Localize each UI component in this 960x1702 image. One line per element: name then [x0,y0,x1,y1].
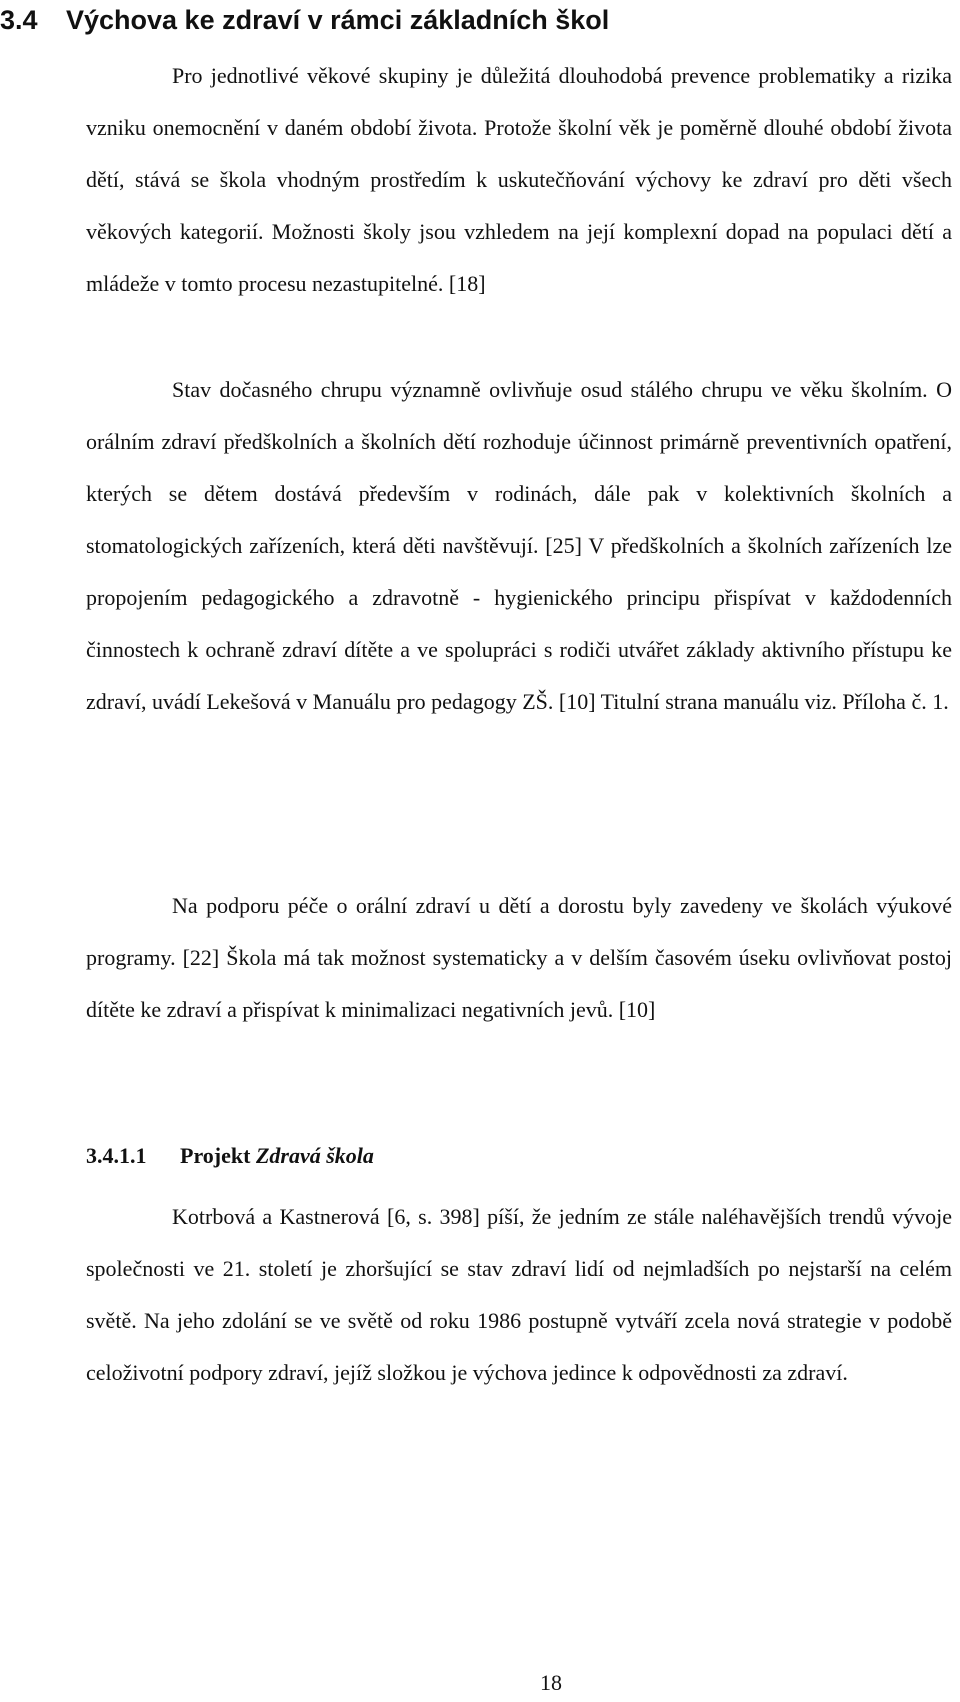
paragraph-dental-health: Stav dočasného chrupu významně ovlivňuje osud stálého chrupu ve věku školním. O orálním zdraví předškolních a školních dětí rozhoduje účinnost primárně preventivních opatření, kterých se dětem dostává především v rodinách, dále pak v kolektivních školních a stomatologických zařízeních, která děti navštěvují. [25] V předškolních a školních zařízeních lze propojením pedagogického a zdravotně - hygienického principu přispívat v každodenních činnostech k ochraně zdraví dítěte a ve spolupráci s rodiči utvářet základy aktivního přístupu ke zdraví, uvádí Lekešová v Manuálu pro pedagogy ZŠ. [10] Titulní strana manuálu viz. Příloha č. 1. [86,377,952,714]
subsection-number: 3.4.1.1 [86,1143,147,1168]
section-title: Výchova ke zdraví v rámci základních škol [66,5,610,35]
paragraph-school-programs: Na podporu péče o orální zdraví u dětí a dorostu byly zavedeny ve školách výukové programy. [22] Škola má tak možnost systematicky a v delším časovém úseku ovlivňovat postoj dítěte ke zdraví a přispívat k minimalizaci negativních jevů. [10] [86,893,952,1022]
page-number: 18 [540,1670,562,1695]
paragraph-prevention: Pro jednotlivé věkové skupiny je důležitá dlouhodobá prevence problematiky a rizika vzniku onemocnění v daném období života. Protože školní věk je poměrně dlouhé období života dětí, stává se škola vhodným prostředím k uskutečňování výchovy ke zdraví pro děti všech věkových kategorií. Možnosti školy jsou vzhledem na její komplexní dopad na populaci dětí a mládeže v tomto procesu nezastupitelné. [18] [86,63,952,296]
subsection-title-italic: Zdravá škola [255,1143,374,1168]
section-heading [0,2,609,38]
subsection-heading [86,1139,374,1173]
paragraph-healthy-school: Kotrbová a Kastnerová [6, s. 398] píší, že jedním ze stále naléhavějších trendů vývoje společnosti ve 21. století je zhoršující se stav zdraví lidí od nejmladších po nejstarší na celém světě. Na jeho zdolání se ve světě od roku 1986 postupně vytváří zcela nová strategie v podobě celoživotní podpory zdraví, jejíž složkou je výchova jedince k odpovědnosti za zdraví. [86,1204,952,1385]
subsection-title-prefix: Projekt [180,1143,251,1168]
section-number: 3.4 [0,5,38,35]
